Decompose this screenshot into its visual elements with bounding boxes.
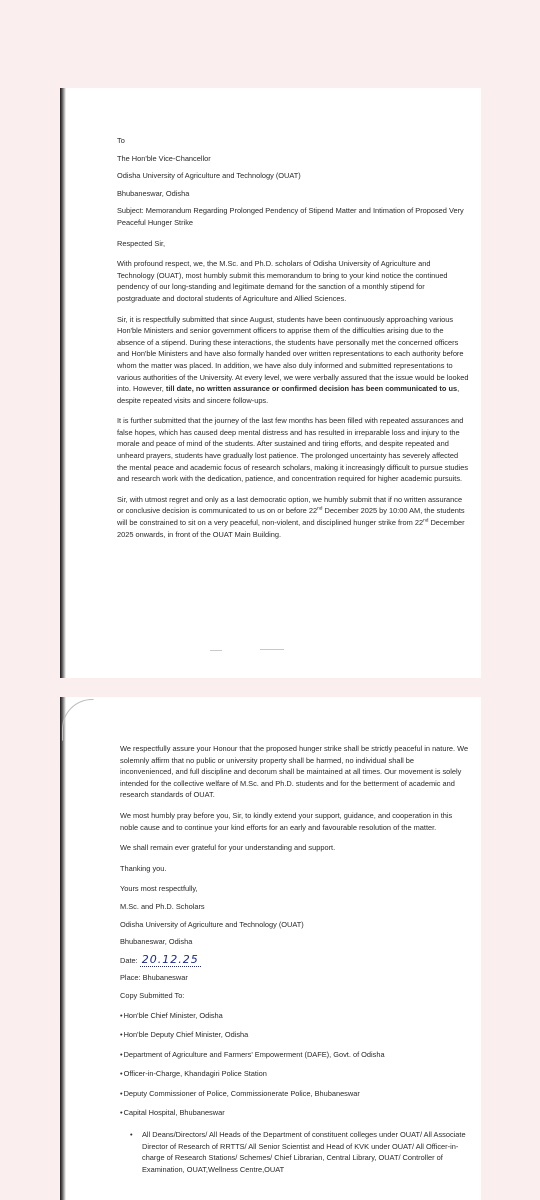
- bullet-icon: •: [120, 1049, 123, 1059]
- paragraph-4-text: Sir, with utmost regret and only as a last democratic option, we humbly submit that if no written assurance or conclusive decision is communicated to us on or before 22: [117, 494, 463, 516]
- letter-page-2: [60, 697, 481, 1200]
- addressee-city: Bhubaneswar, Odisha: [117, 188, 190, 198]
- list-item: [120, 1068, 469, 1080]
- paragraph-7: We shall remain ever grateful for your understanding and support.: [120, 843, 336, 853]
- copy-list: [120, 1010, 469, 1120]
- date-line: [120, 954, 469, 967]
- paragraph-2-text: Sir, it is respectfully submitted that since August, students have been continuously approaching various Hon'ble Ministers and senior government officers to apprise them of the difficulties arising due to the absence of a stipend. During these interactions, the students have personally met the concerned officers and Hon'ble Ministers and have also formally handed over written representations to each authority before whom the matter was placed. In addition, we have also duly informed and submitted representations to various authorities of the University. At every level, we were verbally assured that the issue would be looked into. However,: [117, 314, 469, 394]
- scan-edge-shadow: [60, 697, 66, 1200]
- signatory-city: Bhubaneswar, Odisha: [120, 937, 193, 947]
- copy-recipient: Capital Hospital, Bhubaneswar: [123, 1108, 225, 1118]
- paragraph-1: With profound respect, we, the M.Sc. and Ph.D. scholars of Odisha University of Agriculture and Technology (OUAT), most humbly submit this memorandum to bring to your kind notice the continued pendency of our long-standing and legitimate demand for the sanction of a monthly stipend for postgraduate and doctoral students of Agriculture and Allied Sciences.: [117, 259, 448, 303]
- copy-recipient: Hon'ble Deputy Chief Minister, Odisha: [123, 1030, 249, 1040]
- bullet-icon: •: [120, 1108, 123, 1118]
- bullet-icon: •: [120, 1088, 123, 1098]
- list-item: [120, 1107, 469, 1119]
- paragraph-3: It is further submitted that the journey of the last few months has been filled with repeated assurances and false hopes, which has caused deep mental distress and has resulted in irreparable loss and injury to the morale and peace of mind of the students. After sustained and tiring efforts, and despite repeated and unheard prayers, students have gradually lost patience. The prolonged uncertainty has severely affected the mental peace and academic focus of research scholars, making it increasingly difficult to pursue studies and research work with the dedication, patience, and concentration required for higher academic pursuits.: [117, 416, 469, 484]
- thanks-line: Thanking you.: [120, 863, 167, 873]
- paragraph-4-end: December 2025 onwards, in front of the OUAT Main Building.: [117, 518, 465, 539]
- list-item: [120, 1049, 469, 1061]
- bullet-icon: •: [130, 1130, 133, 1140]
- addressee-university: Odisha University of Agriculture and Technology (OUAT): [117, 171, 301, 181]
- bullet-icon: •: [120, 1069, 123, 1079]
- list-item: [130, 1129, 469, 1175]
- letter-body-page-2: [120, 743, 469, 1175]
- place-line: Place: Bhubaneswar: [120, 973, 188, 983]
- scan-artifact: [62, 699, 94, 741]
- list-item: [120, 1088, 469, 1100]
- copy-recipient: Hon'ble Chief Minister, Odisha: [123, 1010, 223, 1020]
- paragraph-4-middle: December 2025 by 10:00 AM, the students will be constrained to sit on a very peaceful, non-violent, and disciplined hunger strike from 22: [117, 506, 465, 528]
- paragraph-2-bold: till date, no written assurance or confirmed decision has been communicated to us: [165, 384, 458, 394]
- copy-recipient-extended: All Deans/Directors/ All Heads of the Department of constituent colleges under OUAT/ All Associate Director of Research of RRTTS/ All Senior Scientist and Head of KVK under OUAT/ All Officer-in-charge of Research Stations/ Schemes/ Chief Librarian, Central Library, OUAT/ Controller of Examination, OUAT,Wellness Centre,OUAT: [142, 1130, 466, 1174]
- letter-body-page-1: [117, 135, 469, 540]
- ordinal-superscript: nd: [317, 506, 323, 512]
- ordinal-superscript: nd: [423, 518, 429, 524]
- copy-recipient: Department of Agriculture and Farmers' Empowerment (DAFE), Govt. of Odisha: [123, 1049, 385, 1059]
- paragraph-6: We most humbly pray before you, Sir, to kindly extend your support, guidance, and cooperation in this noble cause and to continue your kind efforts for an early and favourable resolution of the matter.: [120, 810, 453, 832]
- paragraph-2-end: , despite repeated visits and sincere follow-ups.: [117, 384, 460, 405]
- paragraph-2: [117, 314, 469, 407]
- bullet-icon: •: [120, 1030, 123, 1040]
- salutation: Respected Sir,: [117, 238, 166, 248]
- scan-edge-shadow: [60, 88, 66, 678]
- letter-page-1: [60, 88, 481, 678]
- paragraph-4: [117, 494, 469, 540]
- addressee: The Hon'ble Vice-Chancellor: [117, 153, 211, 163]
- bullet-icon: •: [120, 1010, 123, 1020]
- scan-artifact: [210, 650, 222, 651]
- date-label: Date:: [120, 955, 138, 965]
- signatory-university: Odisha University of Agriculture and Technology (OUAT): [120, 919, 304, 929]
- subject-line: Subject: Memorandum Regarding Prolonged Pendency of Stipend Matter and Intimation of Proposed Very Peaceful Hunger Strike: [117, 206, 464, 227]
- copy-recipient: Deputy Commissioner of Police, Commissionerate Police, Bhubaneswar: [123, 1088, 360, 1098]
- copy-recipient: Officer-in-Charge, Khandagiri Police Station: [123, 1069, 267, 1079]
- to-line: To: [117, 136, 125, 145]
- list-item: [120, 1029, 469, 1041]
- scan-artifact: [260, 649, 284, 650]
- copy-heading: Copy Submitted To:: [120, 990, 185, 1000]
- handwritten-date: 20.12.25: [141, 952, 199, 966]
- signatory: M.Sc. and Ph.D. Scholars: [120, 901, 205, 911]
- paragraph-5: We respectfully assure your Honour that the proposed hunger strike shall be strictly peaceful in nature. We solemnly affirm that no public or university property shall be harmed, no individual shall be inconvenienced, and full discipline and decorum shall be maintained at all times. Our movement is solely intended for the collective welfare of M.Sc. and Ph.D. students and for the betterment of academic and research standards of OUAT.: [120, 744, 469, 800]
- closing-line: Yours most respectfully,: [120, 884, 198, 894]
- list-item: [120, 1010, 469, 1022]
